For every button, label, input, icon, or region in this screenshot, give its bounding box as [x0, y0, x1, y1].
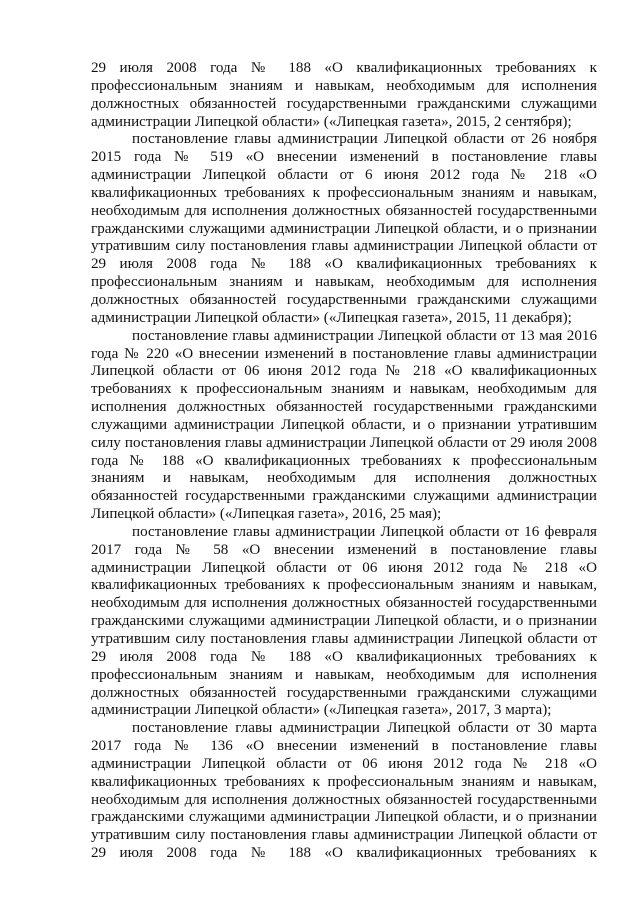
paragraph-continuation: 29 июля 2008 года № 188 «О квалификационных требованиях к профессиональным знаниям и навыкам, необходимым для исполнения должностных обязанностей государственными гражданскими служащими администрации Липецкой области» («Липецкая газета», 2015, 2 сентября); — [91, 60, 597, 130]
document-page — [91, 60, 597, 863]
paragraph-resolution-519: постановление главы администрации Липецкой области от 26 ноября 2015 года № 519 «О внесении изменений в постановление главы администрации Липецкой области от 6 июня 2012 года № 218 «О квалификационных требованиях к профессиональным знаниям и навыкам, необходимым для исполнения должностных обязанностей государственными гражданскими служащими администрации Липецкой области, и о признании утратившим силу постановления главы администрации Липецкой области от 29 июля 2008 года № 188 «О квалификационных требованиях к профессиональным знаниям и навыкам, необходимым для исполнения должностных обязанностей государственными гражданскими служащими администрации Липецкой области» («Липецкая газета», 2015, 11 декабря); — [91, 131, 597, 326]
paragraph-resolution-220: постановление главы администрации Липецкой области от 13 мая 2016 года № 220 «О внесении изменений в постановление главы администрации Липецкой области от 06 июня 2012 года № 218 «О квалификационных требованиях к профессиональным знаниям и навыкам, необходимым для исполнения должностных обязанностей государственными гражданскими служащими администрации Липецкой области, и о признании утратившим силу постановления главы администрации Липецкой области от 29 июля 2008 года № 188 «О квалификационных требованиях к профессиональным знаниям и навыкам, необходимым для исполнения должностных обязанностей государственными гражданскими служащими администрации Липецкой области» («Липецкая газета», 2016, 25 мая); — [91, 327, 597, 523]
paragraph-resolution-136: постановление главы администрации Липецкой области от 30 марта 2017 года № 136 «О внесении изменений в постановление главы администрации Липецкой области от 06 июня 2012 года № 218 «О квалификационных требованиях к профессиональным знаниям и навыкам, необходимым для исполнения должностных обязанностей государственными гражданскими служащими администрации Липецкой области, и о признании утратившим силу постановления главы администрации Липецкой области от 29 июля 2008 года № 188 «О квалификационных требованиях к — [91, 720, 597, 862]
paragraph-resolution-58: постановление главы администрации Липецкой области от 16 февраля 2017 года № 58 «О внесении изменений в постановление главы администрации Липецкой области от 06 июня 2012 года № 218 «О квалификационных требованиях к профессиональным знаниям и навыкам, необходимым для исполнения должностных обязанностей государственными гражданскими служащими администрации Липецкой области, и о признании утратившим силу постановления главы администрации Липецкой области от 29 июля 2008 года № 188 «О квалификационных требованиях к профессиональным знаниям и навыкам, необходимым для исполнения должностных обязанностей государственными гражданскими служащими администрации Липецкой области» («Липецкая газета», 2017, 3 марта); — [91, 523, 597, 719]
